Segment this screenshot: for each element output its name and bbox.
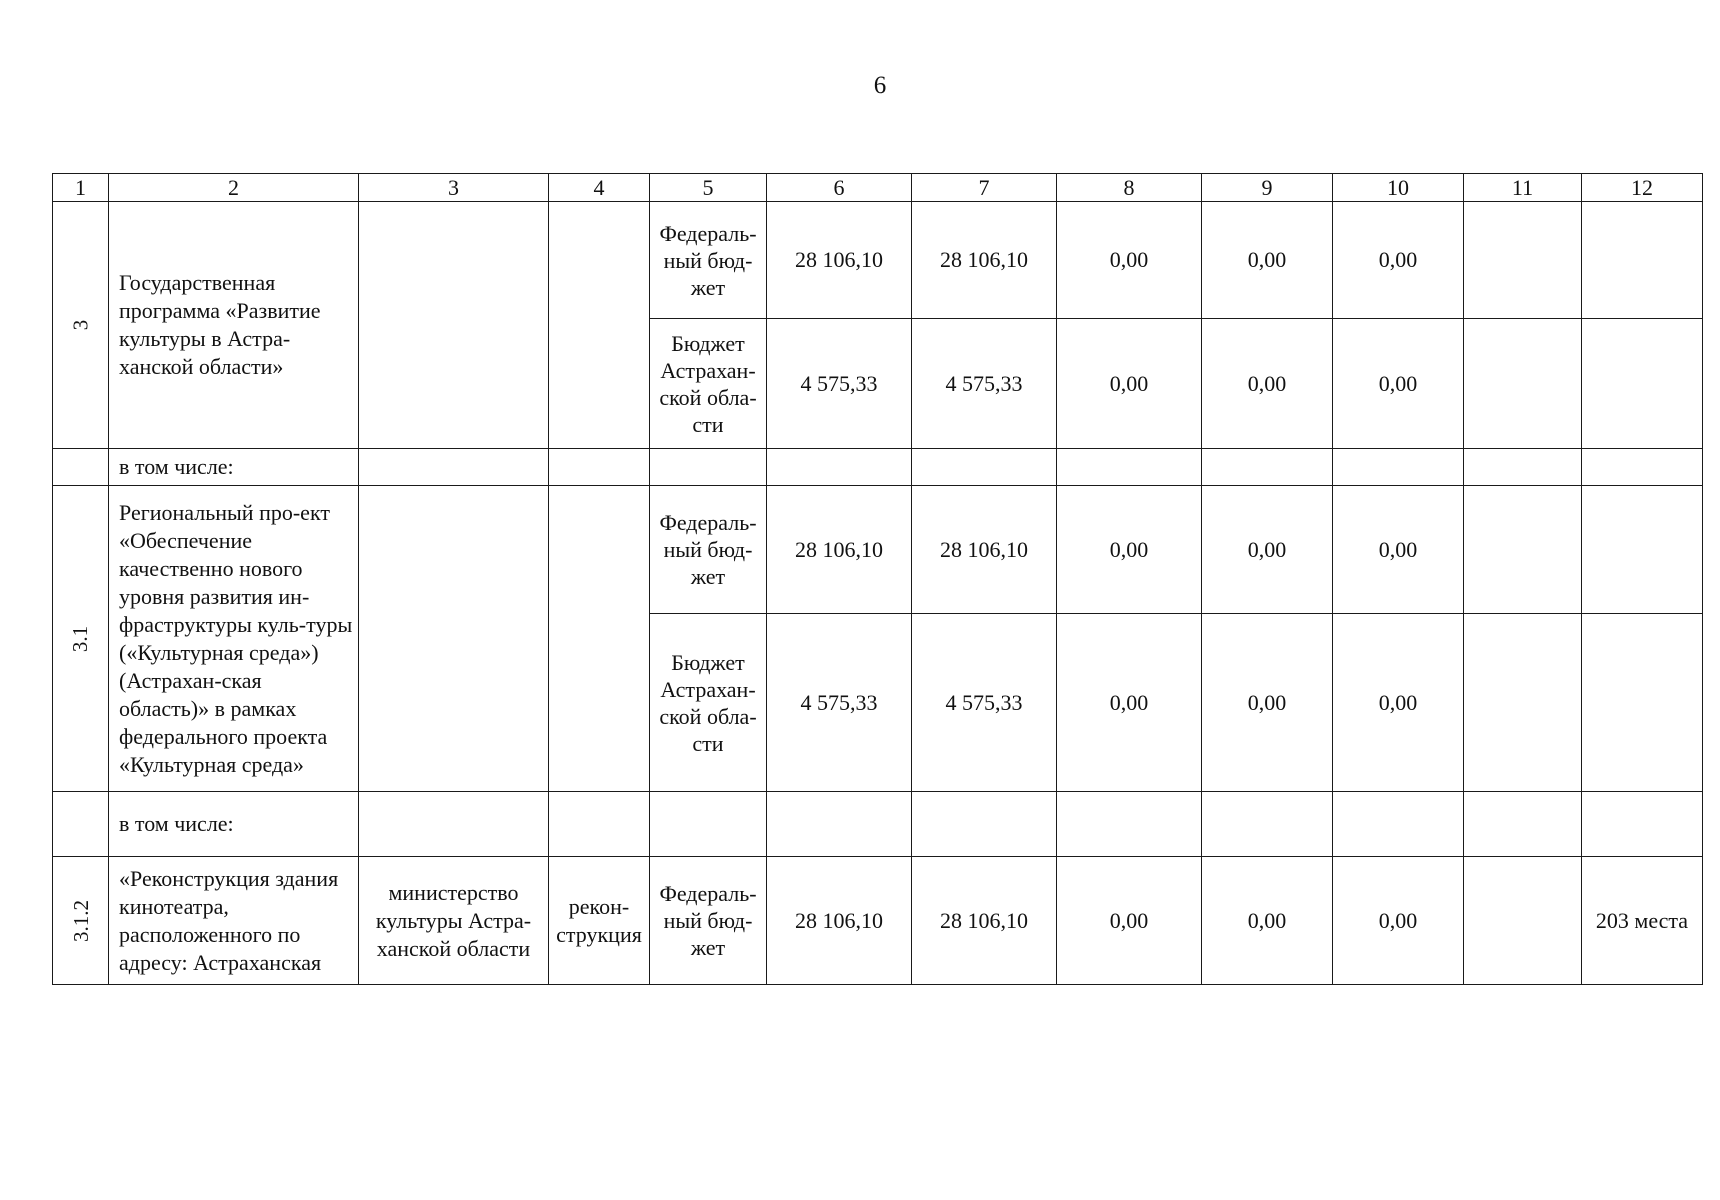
empty-cell — [1202, 792, 1333, 857]
col-header-12: 12 — [1582, 174, 1703, 202]
col-header-10: 10 — [1333, 174, 1464, 202]
empty-cell — [1202, 449, 1333, 486]
empty-cell — [549, 449, 650, 486]
funding-source: Федераль-ный бюд-жет — [650, 857, 767, 985]
value-cell: 4 575,33 — [767, 614, 912, 792]
empty-cell — [1464, 857, 1582, 985]
object-name: «Реконструкция здания кинотеатра, расположенного по адресу: Астраханская — [109, 857, 359, 985]
row-number — [53, 486, 109, 792]
type-cell — [549, 202, 650, 449]
value-cell: 0,00 — [1057, 486, 1202, 614]
project-name: Региональный про-ект «Обеспечение качественно нового уровня развития ин-фраструктуры куль-туры («Культурная среда») (Астрахан-ская область)» в рамках федерального проекта «Культурная среда» — [109, 486, 359, 792]
value-cell: 28 106,10 — [912, 486, 1057, 614]
type-cell — [549, 486, 650, 792]
value-cell: 28 106,10 — [767, 486, 912, 614]
empty-cell — [1464, 319, 1582, 449]
empty-cell — [1333, 449, 1464, 486]
empty-cell — [1464, 202, 1582, 319]
empty-cell — [1582, 614, 1703, 792]
including-label: в том числе: — [109, 792, 359, 857]
row-number — [53, 202, 109, 449]
col-header-5: 5 — [650, 174, 767, 202]
empty-cell — [1057, 449, 1202, 486]
value-cell: 0,00 — [1202, 857, 1333, 985]
value-cell: 4 575,33 — [767, 319, 912, 449]
empty-cell — [549, 792, 650, 857]
empty-cell — [1057, 792, 1202, 857]
empty-cell — [912, 449, 1057, 486]
empty-cell — [1582, 449, 1703, 486]
col-header-7: 7 — [912, 174, 1057, 202]
value-cell: 0,00 — [1057, 857, 1202, 985]
empty-cell — [1464, 614, 1582, 792]
table-row — [53, 857, 1703, 985]
empty-cell — [1582, 202, 1703, 319]
value-cell: 28 106,10 — [767, 857, 912, 985]
col-header-1: 1 — [53, 174, 109, 202]
table-row — [53, 792, 1703, 857]
table-row — [53, 202, 1703, 319]
capacity-cell: 203 места — [1582, 857, 1703, 985]
value-cell: 28 106,10 — [912, 202, 1057, 319]
empty-cell — [359, 449, 549, 486]
row-number-text: 3.1.2 — [68, 899, 93, 942]
funding-source: Бюджет Астрахан-ской обла-сти — [650, 614, 767, 792]
type-cell: рекон-струкция — [549, 857, 650, 985]
empty-cell — [53, 449, 109, 486]
empty-cell — [767, 792, 912, 857]
col-header-2: 2 — [109, 174, 359, 202]
value-cell: 0,00 — [1333, 486, 1464, 614]
budget-table — [52, 173, 1703, 985]
value-cell: 0,00 — [1202, 486, 1333, 614]
including-label: в том числе: — [109, 449, 359, 486]
row-number-text: 3 — [68, 319, 93, 331]
row-number — [53, 857, 109, 985]
value-cell: 4 575,33 — [912, 614, 1057, 792]
empty-cell — [650, 449, 767, 486]
col-header-3: 3 — [359, 174, 549, 202]
header-row — [53, 174, 1703, 202]
value-cell: 0,00 — [1057, 614, 1202, 792]
empty-cell — [1582, 319, 1703, 449]
value-cell: 28 106,10 — [767, 202, 912, 319]
empty-cell — [1464, 449, 1582, 486]
empty-cell — [359, 792, 549, 857]
program-name: Государственная программа «Развитие культуры в Астра-ханской области» — [109, 202, 359, 449]
empty-cell — [1582, 486, 1703, 614]
value-cell: 0,00 — [1333, 857, 1464, 985]
value-cell: 28 106,10 — [912, 857, 1057, 985]
executor-cell: министерство культуры Астра-ханской области — [359, 857, 549, 985]
value-cell: 4 575,33 — [912, 319, 1057, 449]
empty-cell — [1464, 486, 1582, 614]
value-cell: 0,00 — [1333, 202, 1464, 319]
value-cell: 0,00 — [1057, 319, 1202, 449]
page-number: 6 — [873, 72, 887, 99]
value-cell: 0,00 — [1333, 319, 1464, 449]
empty-cell — [767, 449, 912, 486]
executor-cell — [359, 202, 549, 449]
table-row — [53, 449, 1703, 486]
executor-cell — [359, 486, 549, 792]
empty-cell — [53, 792, 109, 857]
empty-cell — [912, 792, 1057, 857]
empty-cell — [1333, 792, 1464, 857]
funding-source: Бюджет Астрахан-ской обла-сти — [650, 319, 767, 449]
value-cell: 0,00 — [1057, 202, 1202, 319]
col-header-6: 6 — [767, 174, 912, 202]
col-header-8: 8 — [1057, 174, 1202, 202]
empty-cell — [650, 792, 767, 857]
empty-cell — [1464, 792, 1582, 857]
funding-source: Федераль-ный бюд-жет — [650, 486, 767, 614]
value-cell: 0,00 — [1202, 319, 1333, 449]
table-row — [53, 486, 1703, 614]
empty-cell — [1582, 792, 1703, 857]
value-cell: 0,00 — [1333, 614, 1464, 792]
col-header-11: 11 — [1464, 174, 1582, 202]
col-header-4: 4 — [549, 174, 650, 202]
row-number-text: 3.1 — [68, 625, 93, 652]
col-header-9: 9 — [1202, 174, 1333, 202]
value-cell: 0,00 — [1202, 202, 1333, 319]
value-cell: 0,00 — [1202, 614, 1333, 792]
funding-source: Федераль-ный бюд-жет — [650, 202, 767, 319]
